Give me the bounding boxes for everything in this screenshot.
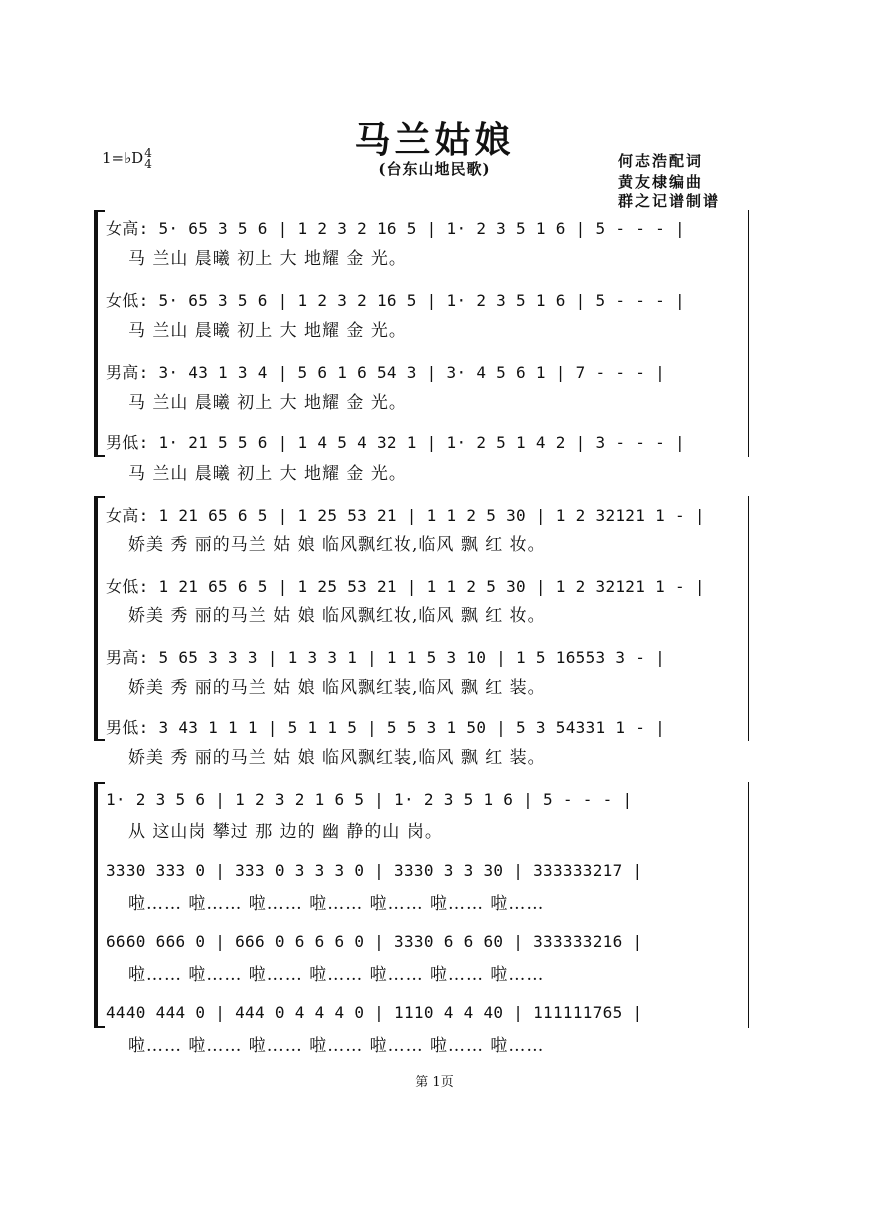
staff-notes-soprano: 女高: 1 21 65 6 5 | 1 25 53 21 | 1 1 2 5 30 | 1 2 32121 1 - | [106,506,705,525]
staff-lyrics: 马 兰山 晨曦 初上 大 地耀 金 光。 [128,464,407,484]
staff-notes-alto: 女低: 1 21 65 6 5 | 1 25 53 21 | 1 1 2 5 30 | 1 2 32121 1 - | [106,577,705,596]
system-bracket [94,782,105,1028]
staff-notes-melody: 1· 2 3 5 6 | 1 2 3 2 1 6 5 | 1· 2 3 5 1 6 | 5 - - - | [106,790,633,809]
staff-lyrics: 娇美 秀 丽的马兰 姑 娘 临风飘红妆,临风 飘 红 妆。 [128,535,546,555]
song-subtitle: (台东山地民歌) [378,160,491,178]
staff-notes-tenor: 男高: 5 65 3 3 3 | 1 3 3 1 | 1 1 5 3 10 | 1 5 16553 3 - | [106,648,666,667]
staff-notes-harmony-1: 3330 333 0 | 333 0 3 3 3 0 | 3330 3 3 30 | 333333217 | [106,861,643,880]
system-bracket [94,496,105,741]
staff-lyrics: 马 兰山 晨曦 初上 大 地耀 金 光。 [128,393,407,413]
staff-lyrics: 马 兰山 晨曦 初上 大 地耀 金 光。 [128,321,407,341]
page-number: 第 1页 [415,1075,454,1090]
transcriber-credit: 群之记谱制谱 [618,192,721,210]
staff-lyrics: 娇美 秀 丽的马兰 姑 娘 临风飘红妆,临风 飘 红 妆。 [128,606,546,626]
staff-lyrics: 娇美 秀 丽的马兰 姑 娘 临风飘红装,临风 飘 红 装。 [128,678,546,698]
staff-notes-harmony-3: 4440 444 0 | 444 0 4 4 4 0 | 1110 4 4 40 | 111111765 | [106,1003,643,1022]
time-denominator: 4 [144,157,152,171]
staff-lyrics: 啦…… 啦…… 啦…… 啦…… 啦…… 啦…… 啦…… [128,1036,545,1056]
song-title: 马兰姑娘 [354,119,515,161]
staff-lyrics: 马 兰山 晨曦 初上 大 地耀 金 光。 [128,249,407,269]
staff-notes-bass: 男低: 3 43 1 1 1 | 5 1 1 5 | 5 5 3 1 50 | 5 3 54331 1 - | [106,718,666,737]
staff-lyrics: 从 这山岗 攀过 那 边的 幽 静的山 岗。 [128,822,443,842]
staff-lyrics: 啦…… 啦…… 啦…… 啦…… 啦…… 啦…… 啦…… [128,965,545,985]
system-end-barline [748,782,749,1028]
staff-notes-alto: 女低: 5· 65 3 5 6 | 1 2 3 2 16 5 | 1· 2 3 5 1 6 | 5 - - - | [106,291,685,310]
time-numerator: 4 [144,146,152,160]
staff-notes-harmony-2: 6660 666 0 | 666 0 6 6 6 0 | 3330 6 6 60 | 333333216 | [106,932,643,951]
staff-notes-tenor: 男高: 3· 43 1 3 4 | 5 6 1 6 54 3 | 3· 4 5 6 1 | 7 - - - | [106,363,666,382]
staff-lyrics: 娇美 秀 丽的马兰 姑 娘 临风飘红装,临风 飘 红 装。 [128,748,546,768]
key-label: 1=♭D [102,149,144,167]
lyricist-credit: 何志浩配词 [618,152,704,170]
system-end-barline [748,496,749,741]
staff-notes-bass: 男低: 1· 21 5 5 6 | 1 4 5 4 32 1 | 1· 2 5 1 4 2 | 3 - - - | [106,433,685,452]
system-end-barline [748,210,749,457]
arranger-credit: 黄友棣编曲 [618,173,704,191]
staff-lyrics: 啦…… 啦…… 啦…… 啦…… 啦…… 啦…… 啦…… [128,894,545,914]
system-bracket [94,210,105,457]
staff-notes-soprano: 女高: 5· 65 3 5 6 | 1 2 3 2 16 5 | 1· 2 3 5 1 6 | 5 - - - | [106,219,685,238]
